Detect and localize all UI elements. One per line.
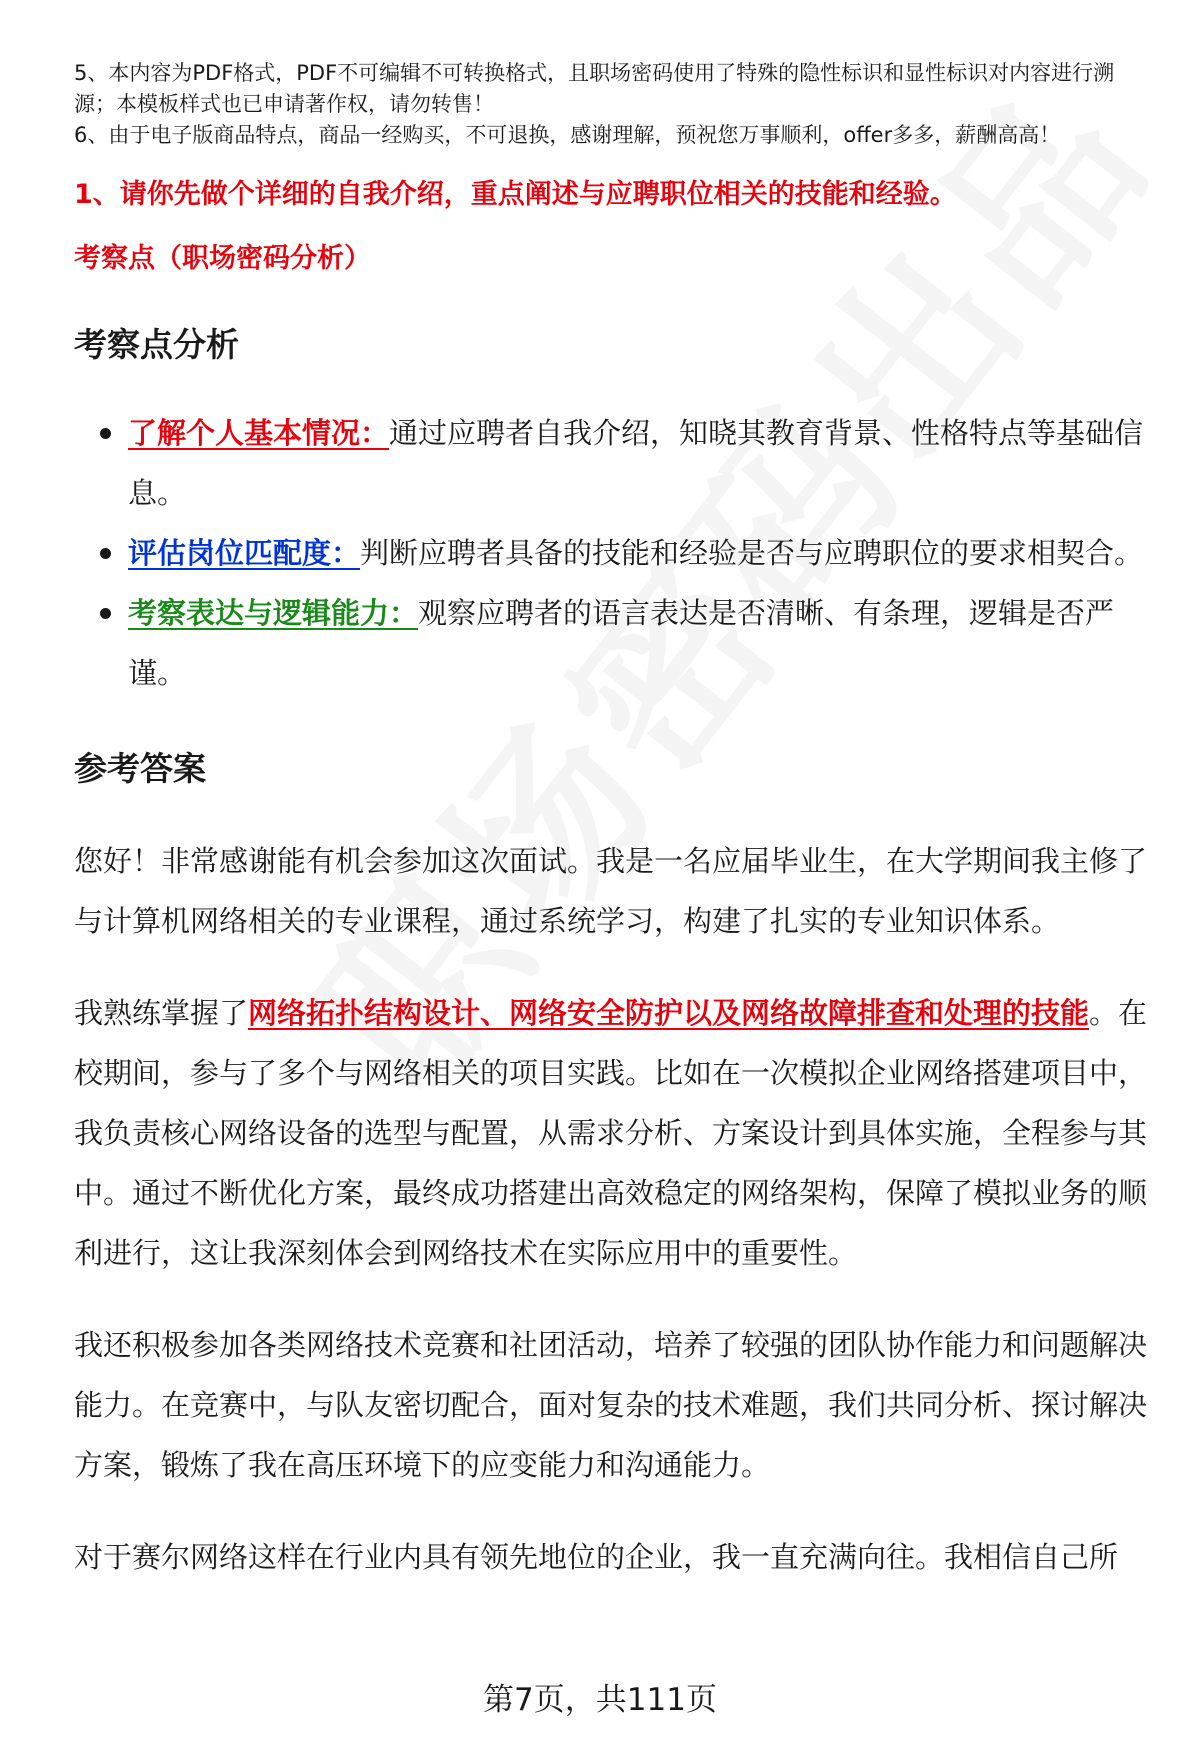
- analysis-point-text: 通过应聘者自我介绍，知晓其教育背景、性格特点等基础信息。: [128, 416, 1144, 510]
- page-content: [74, 58, 1156, 1587]
- analysis-point-text: 观察应聘者的语言表达是否清晰、有条理，逻辑是否严谨。: [128, 596, 1115, 690]
- answer-section-title: 参考答案: [74, 749, 206, 788]
- note-6: 6、由于电子版商品特点，商品一经购买，不可退换，感谢理解，预祝您万事顺利，offer多多，薪酬高高！: [74, 123, 1061, 147]
- analysis-point: [128, 403, 1156, 523]
- answer-paragraph-3: 我还积极参加各类网络技术竞赛和社团活动，培养了较强的团队协作能力和问题解决能力。在竞赛中，与队友密切配合，面对复杂的技术难题，我们共同分析、探讨解决方案，锻炼了我在高压环境下的应变能力和沟通能力。: [74, 1328, 1148, 1482]
- answer-paragraph-2: [74, 983, 1156, 1283]
- answer-p2-highlight: 网络拓扑结构设计、网络安全防护以及网络故障排查和处理的技能: [248, 996, 1090, 1030]
- analysis-point-label: 评估岗位匹配度：: [128, 536, 361, 570]
- page-footer: 第7页，共111页: [483, 1682, 717, 1718]
- analysis-point: [128, 583, 1156, 703]
- bullet-icon: [100, 428, 111, 439]
- answer-p2-suffix: 。在校期间，参与了多个与网络相关的项目实践。比如在一次模拟企业网络搭建项目中，我负责核心网络设备的选型与配置，从需求分析、方案设计到具体实施，全程参与其中。通过不断优化方案，最终成功搭建出高效稳定的网络架构，保障了模拟业务的顺利进行，这让我深刻体会到网络技术在实际应用中的重要性。: [74, 996, 1148, 1270]
- question-heading: 1、请你先做个详细的自我介绍，重点阐述与应聘职位相关的技能和经验。: [74, 179, 957, 210]
- analysis-point-text: 判断应聘者具备的技能和经验是否与应聘职位的要求相契合。: [360, 536, 1144, 570]
- analysis-point-label: 考察表达与逻辑能力：: [128, 596, 419, 630]
- analysis-points-list: [74, 403, 1156, 703]
- bullet-icon: [100, 548, 111, 559]
- analysis-point-label: 了解个人基本情况：: [128, 416, 390, 450]
- analysis-section-title: 考察点分析: [74, 325, 239, 364]
- analysis-point: [128, 523, 1156, 583]
- answer-paragraph-4: 对于赛尔网络这样在行业内具有领先地位的企业，我一直充满向往。我相信自己所: [74, 1540, 1119, 1574]
- kaochadian-heading: 考察点（职场密码分析）: [74, 243, 371, 274]
- answer-p2-prefix: 我熟练掌握了: [74, 996, 249, 1030]
- bullet-icon: [100, 608, 111, 619]
- answer-paragraph-1: 您好！非常感谢能有机会参加这次面试。我是一名应届毕业生，在大学期间我主修了与计算机网络相关的专业课程，通过系统学习，构建了扎实的专业知识体系。: [74, 844, 1148, 938]
- note-5: 5、本内容为PDF格式，PDF不可编辑不可转换格式，且职场密码使用了特殊的隐性标识和显性标识对内容进行溯源；本模板样式也已申请著作权，请勿转售！: [74, 61, 1115, 116]
- purchase-notes: [74, 58, 1156, 151]
